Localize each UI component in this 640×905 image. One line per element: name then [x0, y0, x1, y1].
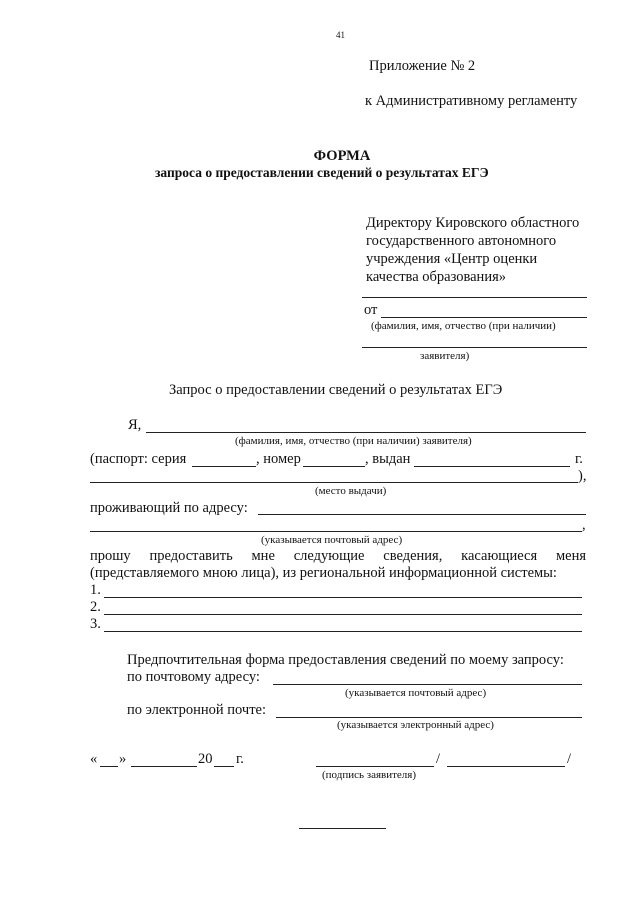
date-year-prefix: 20 [198, 751, 213, 767]
residing-address-field[interactable] [258, 514, 586, 515]
date-day-field[interactable] [100, 766, 118, 767]
request-i: Я, [128, 417, 142, 433]
date-year-field[interactable] [214, 766, 234, 767]
applicant-fio-field[interactable] [146, 432, 586, 433]
item-2-field[interactable] [104, 614, 582, 615]
addressee-line-2: государственного автономного [366, 233, 557, 249]
date-month-field[interactable] [131, 766, 197, 767]
delivery-email-label: по электронной почте: [127, 702, 267, 718]
delivery-postal-hint: (указывается почтовый адрес) [345, 687, 487, 699]
bottom-rule [299, 828, 386, 829]
passport-series-field[interactable] [192, 466, 256, 467]
item-2-label: 2. [90, 599, 101, 615]
delivery-postal-field[interactable] [273, 684, 582, 685]
addressee-line-1: Директору Кировского областного [366, 215, 580, 231]
request-ask-line-2: (представляемого мною лица), из региональной информационной системы: [90, 565, 557, 581]
date-open-quote: « [90, 751, 98, 767]
form-subheading: запроса о предоставлении сведений о результатах ЕГЭ [155, 165, 489, 180]
addressee-from: от [364, 302, 378, 318]
delivery-email-hint: (указывается электронный адрес) [337, 719, 494, 731]
page-number: 41 [336, 30, 345, 40]
item-3-label: 3. [90, 616, 101, 632]
item-1-field[interactable] [104, 597, 582, 598]
item-3-field[interactable] [104, 631, 582, 632]
applicant-fio-hint: (фамилия, имя, отчество (при наличии) заявителя) [235, 435, 472, 447]
addressee-line-4: качества образования» [366, 269, 506, 285]
addressee-applicant-hint: заявителя) [420, 350, 470, 362]
delivery-email-field[interactable] [276, 717, 582, 718]
addressee-fio-hint: (фамилия, имя, отчество (при наличии) [371, 320, 556, 332]
item-1-label: 1. [90, 582, 101, 598]
issue-place-close: ), [578, 468, 587, 484]
addressee-name-field[interactable] [381, 317, 587, 318]
signature-field[interactable] [316, 766, 434, 767]
passport-issued-label: , выдан [365, 451, 411, 467]
date-year-suffix: г. [236, 751, 244, 767]
passport-series-label: (паспорт: серия [90, 451, 187, 467]
delivery-postal-label: по почтовому адресу: [127, 669, 260, 685]
appendix-subtitle: к Административному регламенту [365, 93, 578, 109]
issue-place-field[interactable] [90, 482, 578, 483]
addressee-name-field-2[interactable] [362, 347, 587, 348]
passport-number-field[interactable] [303, 466, 365, 467]
request-title: Запрос о предоставлении сведений о результатах ЕГЭ [169, 382, 503, 398]
signature-name-field[interactable] [447, 766, 565, 767]
passport-number-label: , номер [256, 451, 301, 467]
passport-issued-field[interactable] [414, 466, 570, 467]
signature-hint: (подпись заявителя) [322, 769, 417, 781]
request-ask-line-1: прошу предоставить мне следующие сведения, касающиеся меня [90, 548, 586, 564]
signature-slash-2: / [567, 751, 572, 767]
addressee-blank-line [362, 297, 587, 298]
addressee-line-3: учреждения «Центр оценки [366, 251, 538, 267]
signature-slash-1: / [436, 751, 441, 767]
residing-label: проживающий по адресу: [90, 500, 248, 516]
passport-year-abbr: г. [575, 451, 583, 467]
residing-address-field-2[interactable] [90, 531, 582, 532]
residing-comma: , [582, 517, 586, 533]
issue-place-hint: (место выдачи) [315, 485, 387, 497]
form-heading: ФОРМА [313, 148, 371, 164]
residing-postal-hint: (указывается почтовый адрес) [261, 534, 403, 546]
delivery-heading: Предпочтительная форма предоставления сведений по моему запросу: [127, 652, 564, 668]
appendix-title: Приложение № 2 [369, 58, 476, 74]
date-close-quote: » [119, 751, 127, 767]
